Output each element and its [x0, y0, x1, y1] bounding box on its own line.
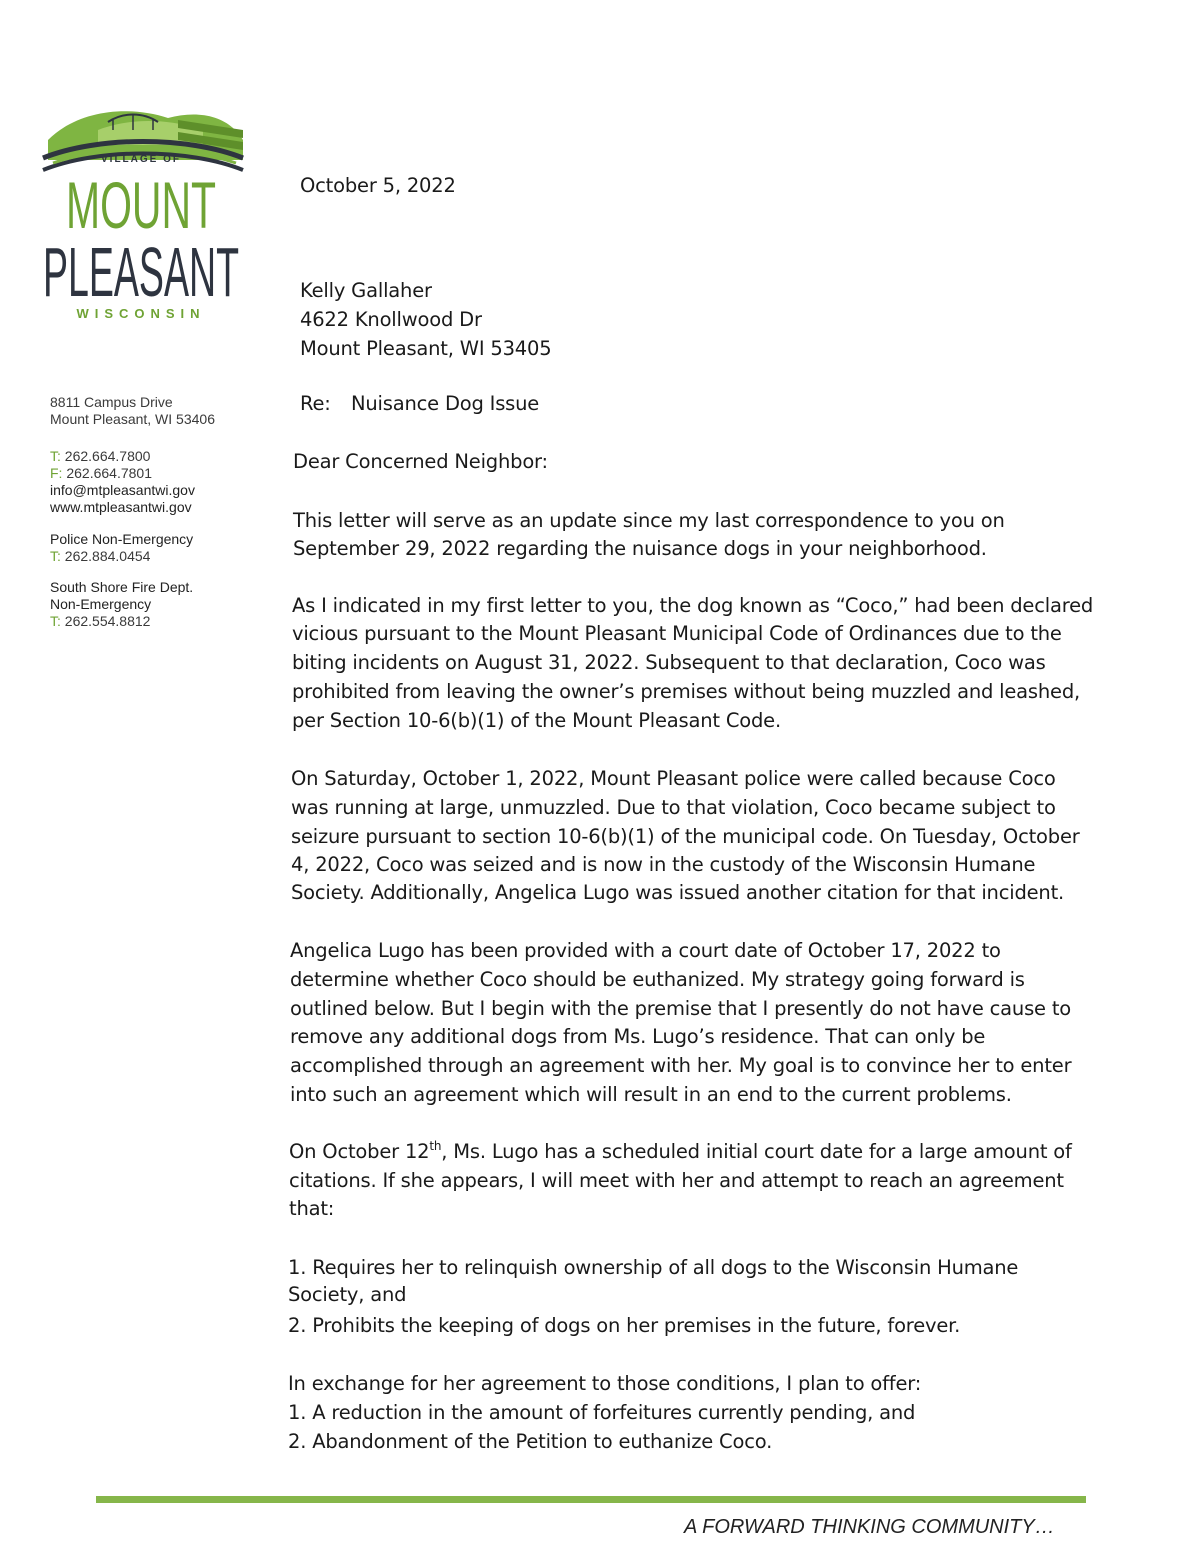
condition-item: Society, and: [288, 1283, 407, 1306]
paragraph-4-line: outlined below. But I begin with the premise that I presently do not have cause to: [290, 997, 1072, 1020]
logo-wisconsin: WISCONSIN: [76, 306, 206, 321]
fire-phone-label: T:: [50, 613, 61, 629]
p5-post: , Ms. Lugo has a scheduled initial court date for a large amount of: [441, 1140, 1072, 1163]
paragraph-2-line: As I indicated in my first letter to you, the dog known as “Coco,” had been declared: [292, 594, 1094, 617]
fire-subname: Non-Emergency: [50, 596, 152, 612]
fax-number: 262.664.7801: [66, 465, 152, 481]
fax-line: [50, 465, 260, 482]
logo-mount: MOUNT: [66, 168, 216, 242]
paragraph-4-line: Angelica Lugo has been provided with a court date of October 17, 2022 to: [290, 939, 1001, 962]
address-line2: Mount Pleasant, WI 53406: [50, 411, 215, 427]
p5-pre: On October 12: [289, 1140, 430, 1163]
police-name: Police Non-Emergency: [50, 531, 194, 547]
paragraph-3-line: Society. Additionally, Angelica Lugo was issued another citation for that incident.: [291, 881, 1065, 904]
phone-number: 262.664.7800: [64, 448, 151, 464]
sidebar-contact-info: [50, 394, 260, 641]
offer-intro: In exchange for her agreement to those conditions, I plan to offer:: [288, 1372, 922, 1395]
logo-pleasant: PLEASANT: [43, 233, 240, 311]
paragraph-3-line: On Saturday, October 1, 2022, Mount Pleasant police were called because Coco: [291, 767, 1056, 790]
recipient-street: 4622 Knollwood Dr: [300, 308, 482, 331]
police-phone-line: [50, 548, 260, 565]
police-phone-label: T:: [50, 548, 61, 564]
village-logo: [38, 100, 248, 330]
fire-phone: 262.554.8812: [64, 613, 151, 629]
paragraph-1-line: This letter will serve as an update since my last correspondence to you on: [293, 509, 1005, 532]
email-link[interactable]: info@mtpleasantwi.gov: [50, 482, 195, 498]
paragraph-2-line: vicious pursuant to the Mount Pleasant Municipal Code of Ordinances due to the: [292, 622, 1062, 645]
paragraph-3-line: 4, 2022, Coco was seized and is now in the custody of the Wisconsin Humane: [291, 853, 1036, 876]
re-subject: Nuisance Dog Issue: [351, 392, 540, 415]
paragraph-2-line: biting incidents on August 31, 2022. Subsequent to that declaration, Coco was: [292, 651, 1046, 674]
salutation: Dear Concerned Neighbor:: [293, 450, 548, 473]
footer-tagline: A FORWARD THINKING COMMUNITY…: [684, 1516, 1055, 1538]
paragraph-4-line: determine whether Coco should be euthanized. My strategy going forward is: [290, 968, 1025, 991]
offer-item: 2. Abandonment of the Petition to euthanize Coco.: [288, 1430, 773, 1453]
paragraph-4-line: accomplished through an agreement with her. My goal is to convince her to enter: [290, 1054, 1072, 1077]
condition-item: 1. Requires her to relinquish ownership of all dogs to the Wisconsin Humane: [288, 1256, 1019, 1279]
condition-item: 2. Prohibits the keeping of dogs on her premises in the future, forever.: [288, 1314, 961, 1337]
letter-date: October 5, 2022: [300, 174, 456, 197]
paragraph-2-line: per Section 10-6(b)(1) of the Mount Pleasant Code.: [292, 709, 781, 732]
police-contact: [50, 531, 260, 565]
logo-hills-graphic: [38, 100, 248, 330]
footer-divider: [96, 1496, 1086, 1503]
village-address: [50, 394, 260, 428]
fire-contact: [50, 579, 260, 630]
phone-line: [50, 448, 260, 465]
phone-label: T:: [50, 448, 61, 464]
address-line1: 8811 Campus Drive: [50, 394, 173, 410]
p5-sup: th: [429, 1139, 442, 1153]
paragraph-5-line2: citations. If she appears, I will meet with her and attempt to reach an agreement: [289, 1169, 1064, 1192]
paragraph-1-line: September 29, 2022 regarding the nuisance dogs in your neighborhood.: [293, 537, 987, 560]
paragraph-3-line: seizure pursuant to section 10-6(b)(1) of the municipal code. On Tuesday, October: [291, 825, 1080, 848]
fax-label: F:: [50, 465, 63, 481]
village-contact: [50, 448, 260, 516]
paragraph-2-line: prohibited from leaving the owner’s premises without being muzzled and leashed,: [292, 680, 1081, 703]
police-phone: 262.884.0454: [64, 548, 151, 564]
offer-item: 1. A reduction in the amount of forfeitures currently pending, and: [288, 1401, 916, 1424]
recipient-name: Kelly Gallaher: [300, 279, 432, 302]
re-label: Re:: [300, 392, 331, 415]
paragraph-5-line3: that:: [289, 1197, 335, 1220]
paragraph-4-line: into such an agreement which will result in an end to the current problems.: [290, 1083, 1012, 1106]
logo-village-of: VILLAGE OF: [101, 154, 181, 165]
paragraph-3-line: was running at large, unmuzzled. Due to that violation, Coco became subject to: [291, 796, 1056, 819]
paragraph-4-line: remove any additional dogs from Ms. Lugo’s residence. That can only be: [290, 1025, 986, 1048]
paragraph-5-line1: [289, 1140, 1072, 1163]
fire-phone-line: [50, 613, 260, 630]
website-link[interactable]: www.mtpleasantwi.gov: [50, 499, 192, 515]
fire-name: South Shore Fire Dept.: [50, 579, 194, 595]
recipient-city: Mount Pleasant, WI 53405: [300, 337, 552, 360]
